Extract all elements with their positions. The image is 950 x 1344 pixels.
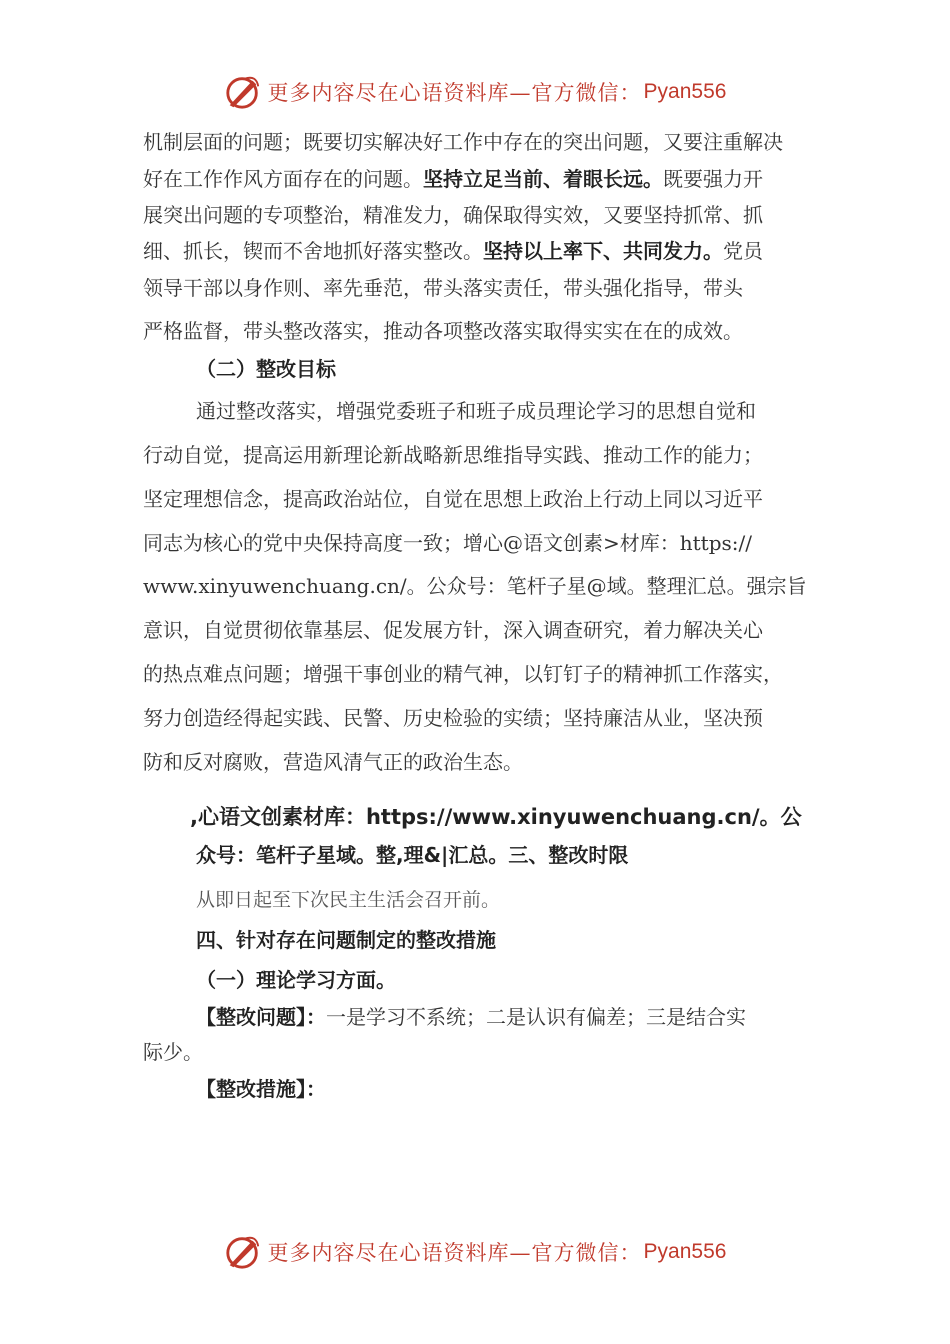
- banner-text: 更多内容尽在心语资料库—官方微信：: [267, 81, 642, 105]
- watermark-line: ,心语文创素材库：https://www.xinyuwenchuang.cn/。公: [190, 805, 802, 829]
- text-span: 细、抓长，锲而不舍地抓好落实整改。: [143, 239, 483, 263]
- header-banner: [0, 70, 950, 114]
- text-line: 机制层面的问题；既要切实解决好工作中存在的突出问题，又要注重解决: [143, 130, 783, 154]
- banner-wechat-id: Pyan556: [643, 1240, 727, 1263]
- text-line: 努力创造经得起实践、民警、历史检验的实绩；坚持廉洁从业，坚决预: [143, 706, 763, 730]
- text-line: 从即日起至下次民主生活会召开前。: [196, 889, 501, 911]
- text-line: 防和反对腐败，营造风清气正的政治生态。: [143, 750, 523, 774]
- text-line: 际少。: [143, 1040, 203, 1064]
- section-heading: 众号：笔杆子星域。整,理&|汇总。三、整改时限: [196, 843, 629, 867]
- subsection-heading: 【整改措施】：: [196, 1077, 326, 1101]
- text-line: 展突出问题的专项整治，精准发力，确保取得实效，又要坚持抓常、抓: [143, 203, 763, 227]
- text-line: [143, 239, 763, 263]
- text-line: 坚定理想信念，提高政治站位，自觉在思想上政治上行动上同以习近平: [143, 487, 763, 511]
- text-line: [143, 167, 763, 191]
- text-span: 党员: [723, 239, 763, 263]
- text-line: [196, 1005, 746, 1029]
- text-line: 的热点难点问题；增强干事创业的精气神，以钉钉子的精神抓工作落实，: [143, 662, 783, 686]
- text-span: 好在工作作风方面存在的问题。: [143, 167, 423, 191]
- text-line: 严格监督，带头整改落实，推动各项整改落实取得实实在在的成效。: [143, 319, 743, 343]
- text-line: 意识，自觉贯彻依靠基层、促发展方针，深入调查研究，着力解决关心: [143, 618, 763, 642]
- text-line: 领导干部以身作则、率先垂范，带头落实责任，带头强化指导，带头: [143, 276, 743, 300]
- quill-logo-icon: [224, 73, 262, 111]
- footer-banner: [0, 1230, 950, 1274]
- banner-wechat-id: Pyan556: [643, 80, 727, 103]
- text-span: 既要强力开: [663, 167, 763, 191]
- banner-text: 更多内容尽在心语资料库—官方微信：: [267, 1241, 642, 1265]
- bold-span: 坚持以上率下、共同发力。: [483, 239, 723, 263]
- text-line: 同志为核心的党中央保持高度一致；增心@语文创素>材库：https://: [143, 531, 752, 555]
- subsection-heading: （一）理论学习方面。: [196, 968, 396, 992]
- text-line: 通过整改落实，增强党委班子和班子成员理论学习的思想自觉和: [196, 399, 756, 423]
- quill-logo-icon: [224, 1233, 262, 1271]
- text-line: 行动自觉，提高运用新理论新战略新思维指导实践、推动工作的能力；: [143, 443, 763, 467]
- text-span: 一是学习不系统；二是认识有偏差；三是结合实: [326, 1005, 746, 1029]
- bold-span: 【整改问题】：: [196, 1005, 326, 1029]
- text-line: www.xinyuwenchuang.cn/。公众号：笔杆子星@域。整理汇总。强宗旨: [143, 574, 807, 598]
- section-heading: （二）整改目标: [196, 357, 336, 381]
- bold-span: 坚持立足当前、着眼长远。: [423, 167, 663, 191]
- section-heading: 四、针对存在问题制定的整改措施: [196, 928, 496, 952]
